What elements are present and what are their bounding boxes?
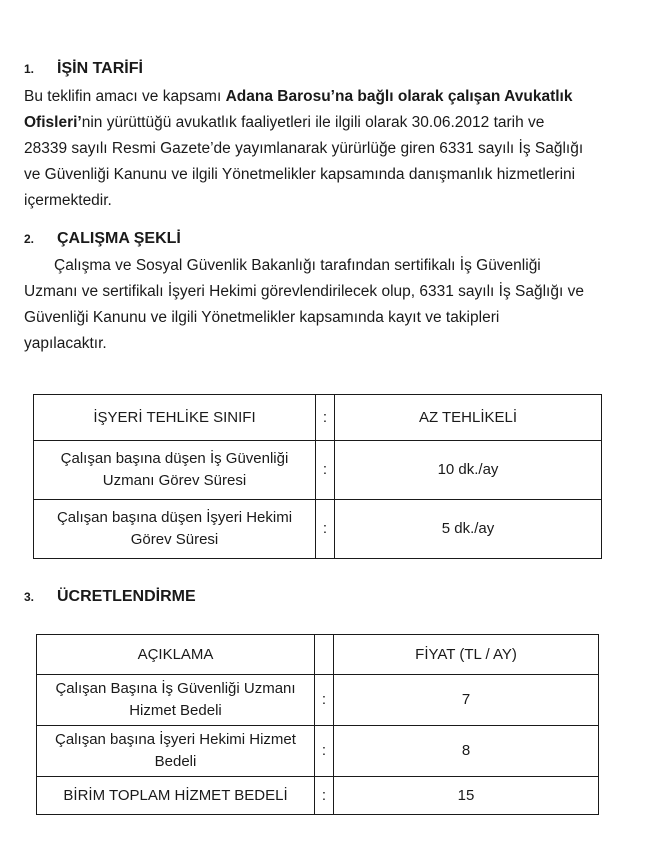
colon-cell: : xyxy=(316,441,335,500)
row-label xyxy=(34,500,316,559)
organization-name: Adana Barosu’na bağlı olarak çalışan Avukatlık xyxy=(225,88,573,105)
section-3-number: 3. xyxy=(24,590,35,604)
table-header-label: İŞYERİ TEHLİKE SINIFI xyxy=(34,395,316,441)
paragraph-line xyxy=(24,84,634,110)
table-row xyxy=(37,726,599,777)
section-1-number: 1. xyxy=(24,62,35,76)
table-header-row xyxy=(37,635,599,675)
line-text: Bu teklifin amacı ve kapsamı xyxy=(24,88,226,105)
row-value: 10 dk./ay xyxy=(335,441,602,500)
colon-cell: : xyxy=(315,777,334,815)
paragraph-line: içermektedir. xyxy=(24,192,112,209)
row-label-line: Çalışan başına İşyeri Hekimi Hizmet xyxy=(55,731,296,748)
table-total-row xyxy=(37,777,599,815)
row-value: 8 xyxy=(334,726,599,777)
colon-cell: : xyxy=(315,726,334,777)
section-1-paragraph xyxy=(24,84,634,214)
row-label-line: Uzmanı Görev Süresi xyxy=(102,472,247,489)
row-label-line: Çalışan Başına İş Güvenliği Uzmanı xyxy=(55,680,296,697)
colon-cell: : xyxy=(316,395,335,441)
table-header-value: AZ TEHLİKELİ xyxy=(335,395,602,441)
row-label-line: Görev Süresi xyxy=(130,531,219,548)
total-label: BİRİM TOPLAM HİZMET BEDELİ xyxy=(37,777,315,815)
paragraph-line: 28339 sayılı Resmi Gazete’de yayımlanarak yürürlüğe giren 6331 sayılı İş Sağlığı xyxy=(24,140,584,157)
paragraph-line: Çalışma ve Sosyal Güvenlik Bakanlığı tarafından sertifikalı İş Güvenliği xyxy=(54,257,541,274)
section-2-number: 2. xyxy=(24,232,35,246)
section-1-title: İŞİN TARİFİ xyxy=(57,60,143,77)
organization-name-cont: Ofisleri’ xyxy=(24,114,82,131)
row-label xyxy=(37,675,315,726)
row-label-line: Çalışan başına düşen İşyeri Hekimi xyxy=(56,509,293,526)
section-2-paragraph xyxy=(24,253,634,357)
paragraph-line xyxy=(24,110,634,136)
row-label-line: Hizmet Bedeli xyxy=(129,702,222,719)
row-label xyxy=(34,441,316,500)
row-value: 7 xyxy=(334,675,599,726)
pricing-table xyxy=(36,634,599,815)
row-value: 5 dk./ay xyxy=(335,500,602,559)
paragraph-line: ve Güvenliği Kanunu ve ilgili Yönetmelikler kapsamında danışmanlık hizmetlerini xyxy=(24,166,576,183)
paragraph-line: Güvenliği Kanunu ve ilgili Yönetmelikler kapsamında kayıt ve takipleri xyxy=(24,309,500,326)
table-row xyxy=(37,675,599,726)
line-text: nin yürüttüğü avukatlık faaliyetleri ile ilgili olarak 30.06.2012 tarih ve xyxy=(81,114,545,131)
section-2-heading xyxy=(24,230,181,248)
total-value: 15 xyxy=(334,777,599,815)
row-label xyxy=(37,726,315,777)
row-label-line: Bedeli xyxy=(154,753,197,770)
table-row xyxy=(34,500,602,559)
section-3-heading xyxy=(24,588,196,606)
colon-cell: : xyxy=(316,500,335,559)
section-3-title: ÜCRETLENDİRME xyxy=(57,588,196,605)
colon-cell xyxy=(315,635,334,675)
paragraph-line: yapılacaktır. xyxy=(24,335,107,352)
paragraph-line: Uzmanı ve sertifikalı İşyeri Hekimi görevlendirilecek olup, 6331 sayılı İş Sağlığı ve xyxy=(24,283,584,300)
table-header-row xyxy=(34,395,602,441)
section-1-heading xyxy=(24,60,143,78)
table-row xyxy=(34,441,602,500)
section-2-title: ÇALIŞMA ŞEKLİ xyxy=(57,230,181,247)
colon-cell: : xyxy=(315,675,334,726)
table-header-value: FİYAT (TL / AY) xyxy=(334,635,599,675)
row-label-line: Çalışan başına düşen İş Güvenliği xyxy=(60,450,289,467)
hazard-class-table xyxy=(33,394,602,559)
table-header-label: AÇIKLAMA xyxy=(37,635,315,675)
